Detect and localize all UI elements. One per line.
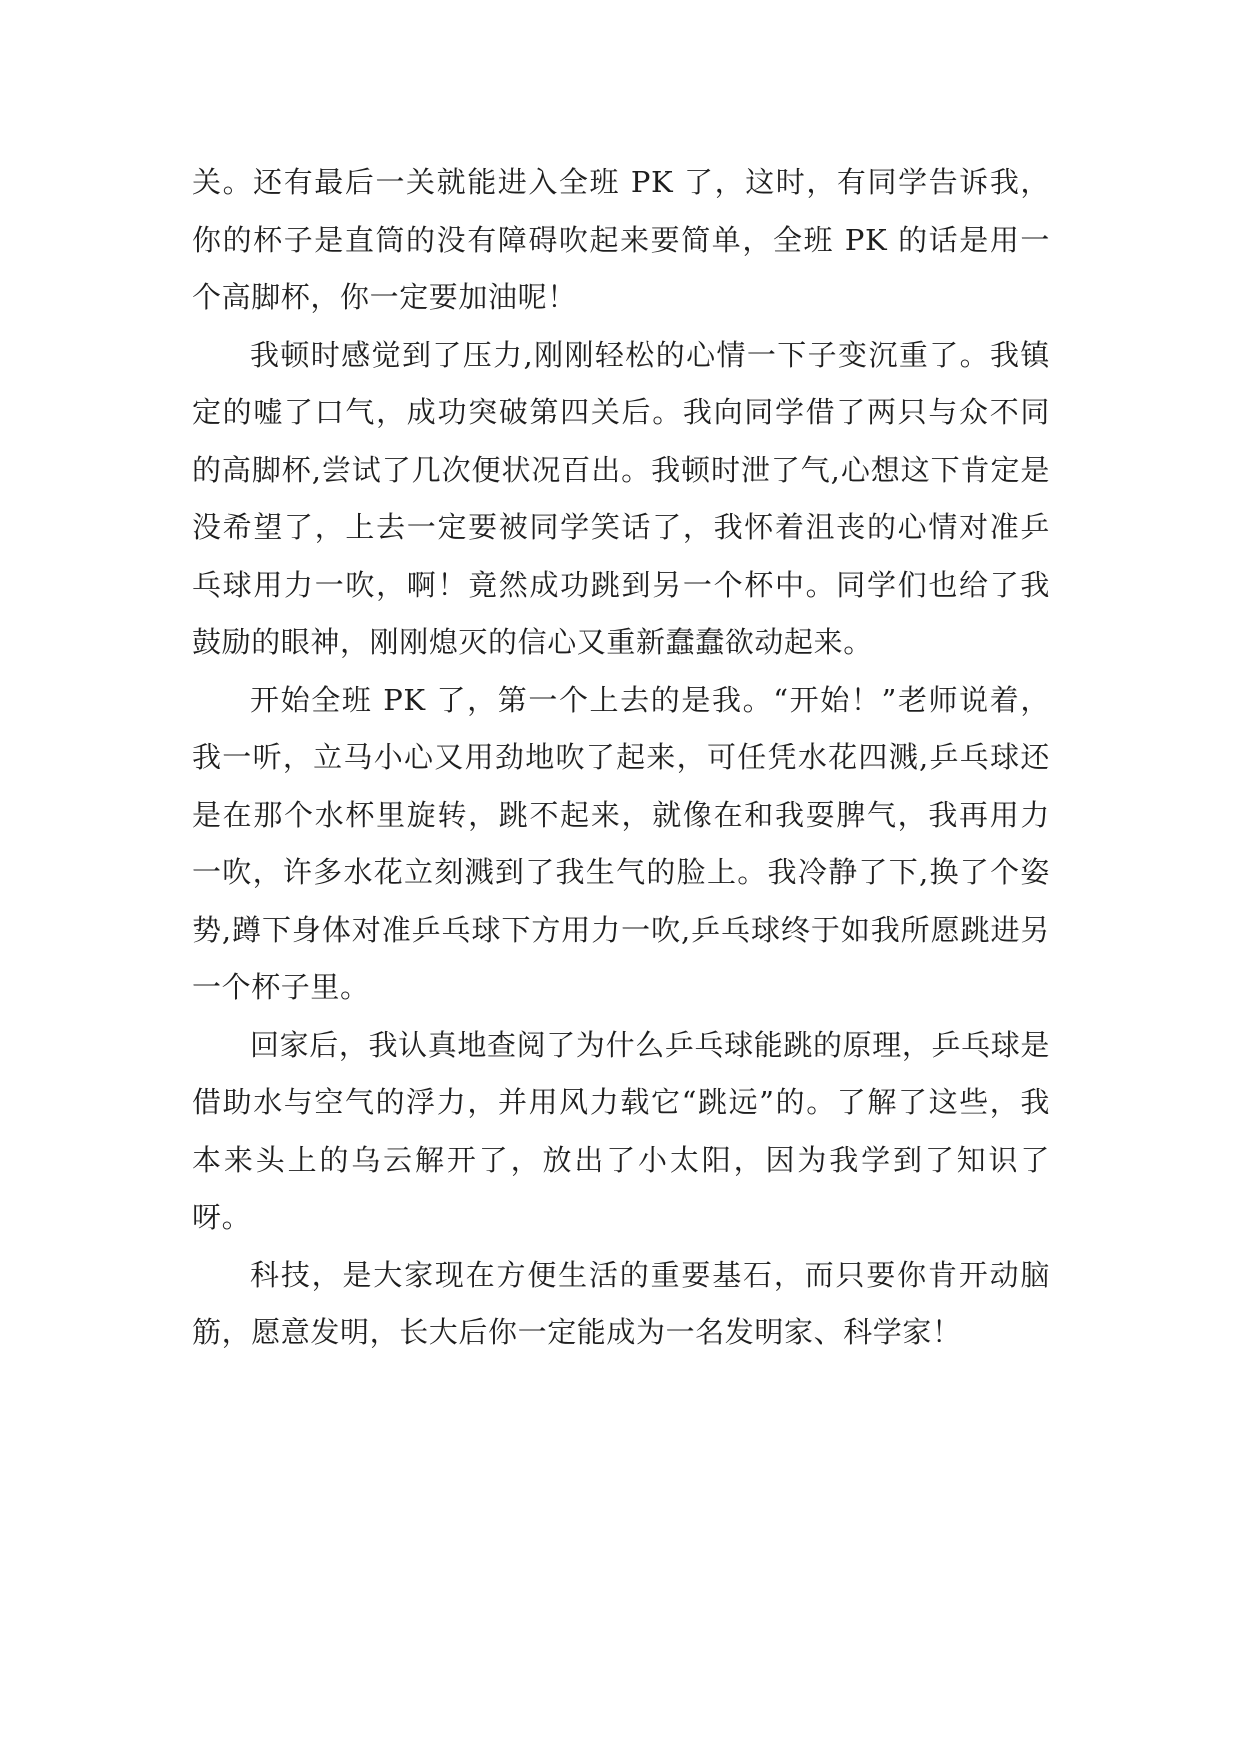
paragraph: 科技，是大家现在方便生活的重要基石，而只要你肯开动脑筋，愿意发明，长大后你一定能成为一名发明家、科学家！ — [192, 1257, 1050, 1349]
paragraph: 回家后，我认真地查阅了为什么乒乓球能跳的原理，乒乓球是借助水与空气的浮力，并用风力载它“跳远”的。了解了这些，我本来头上的乌云解开了，放出了小太阳，因为我学到了知识了呀。 — [192, 1027, 1050, 1234]
paragraph: 我顿时感觉到了压力,刚刚轻松的心情一下子变沉重了。我镇定的嘘了口气，成功突破第四关后。我向同学借了两只与众不同的高脚杯,尝试了几次便状况百出。我顿时泄了气,心想这下肯定是没希望了，上去一定要被同学笑话了，我怀着沮丧的心情对准乒乓球用力一吹，啊！竟然成功跳到另一个杯中。同学们也给了我鼓励的眼神，刚刚熄灭的信心又重新蠢蠢欲动起来。 — [192, 337, 1050, 659]
document-body — [192, 154, 1050, 1362]
paragraph-continued: 关。还有最后一关就能进入全班 PK 了，这时，有同学告诉我，你的杯子是直筒的没有障碍吹起来要简单，全班 PK 的话是用一个高脚杯，你一定要加油呢！ — [192, 165, 1050, 314]
paragraph: 开始全班 PK 了，第一个上去的是我。“开始！”老师说着，我一听，立马小心又用劲地吹了起来，可任凭水花四溅,乒乓球还是在那个水杯里旋转，跳不起来，就像在和我耍脾气，我再用力一吹，许多水花立刻溅到了我生气的脸上。我冷静了下,换了个姿势,蹲下身体对准乒乓球下方用力一吹,乒乓球终于如我所愿跳进另一个杯子里。 — [192, 682, 1051, 1004]
